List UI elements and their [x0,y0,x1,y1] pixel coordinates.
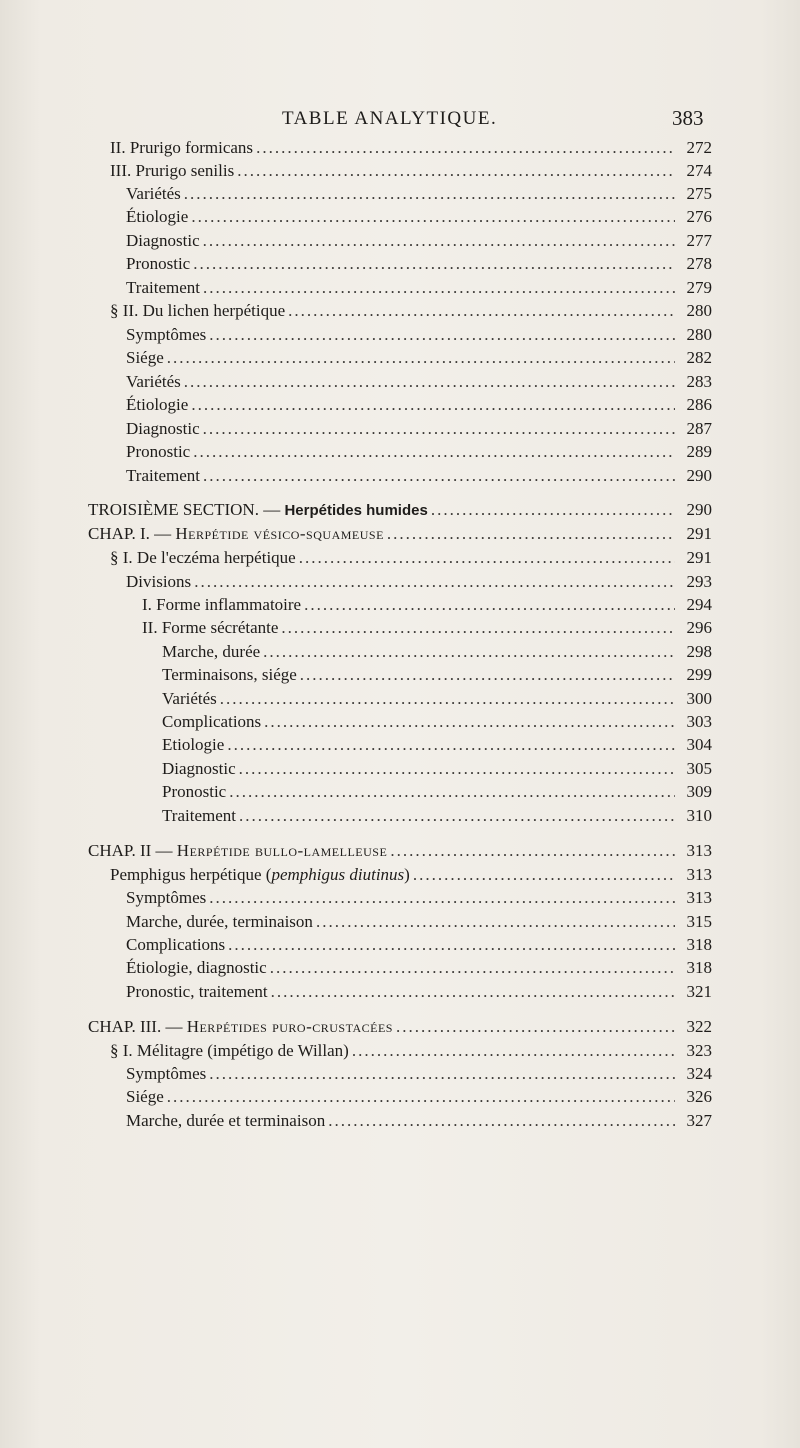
toc-entry-title: Pronostic [126,254,191,273]
toc-entry-page: 309 [686,782,712,801]
toc-entry-label [88,841,387,861]
toc-entry-title: Symptômes [126,1064,207,1083]
toc-entry [126,982,712,1008]
dot-leader [220,689,675,709]
toc-entry-subtitle: Herpétides humides [284,502,428,519]
dot-leader [300,665,675,685]
toc-entry-title: Pronostic, traitement [126,982,268,1001]
dot-leader [328,1111,675,1131]
dot-leader [264,712,675,732]
dot-leader [256,138,675,158]
toc-entry-label [126,466,200,486]
toc-entry-page: 280 [686,325,712,344]
toc-entry-title: Complications [162,712,262,731]
toc-entry-title: Traitement [126,466,200,485]
toc-entry-title: Marche, durée et terminaison [126,1111,326,1130]
toc-entry-title: Diagnostic [162,759,236,778]
dot-leader [191,207,675,227]
toc-entry [88,500,712,526]
dot-leader [288,301,675,321]
toc-entry-title: Symptômes [126,888,207,907]
toc-entry-title: Complications [126,935,226,954]
toc-entry-page: 291 [686,524,712,543]
toc-entry-title: § I. De l'eczéma herpétique [110,548,296,567]
toc-entry [126,395,712,421]
toc-entry-title: § I. Mélitagre (impétigo de Willan) [110,1041,349,1060]
toc-entry-label [126,325,206,345]
dot-leader [184,184,675,204]
toc-entry [126,1087,712,1113]
toc-entry [88,524,712,550]
toc-entry-title: Divisions [126,572,192,591]
dot-leader [191,395,675,415]
toc-entry [162,665,712,691]
dot-leader [209,1064,675,1084]
toc-entry-label [88,500,428,520]
toc-entry-page: 280 [686,301,712,320]
toc-entry-page: 276 [686,207,712,226]
toc-entry-page: 278 [686,254,712,273]
toc-entry-label [162,759,236,779]
toc-entry-page: 286 [686,395,712,414]
toc-entry-page: 304 [686,735,712,754]
toc-entry-label [162,665,297,685]
running-head-title: TABLE ANALYTIQUE. [282,108,498,129]
dot-leader [281,618,675,638]
toc-entry [162,806,712,832]
toc-entry [88,841,712,867]
toc-entry-title: Etiologie [162,735,225,754]
toc-entry-label [110,548,296,568]
toc-entry-title: I. Forme inflammatoire [142,595,302,614]
page-number: 383 [672,106,704,130]
toc-entry-page: 321 [686,982,712,1001]
toc-entry-label [88,1017,393,1037]
toc-entry-title: Pemphigus herpétique ( [110,865,272,884]
toc-entry-label [162,806,236,826]
toc-entry-page: 310 [686,806,712,825]
toc-entry-label [126,958,267,978]
dot-leader [387,524,675,544]
toc-entry-label [126,912,313,932]
toc-entry-title: Diagnostic [126,231,200,250]
toc-entry-page: 313 [686,865,712,884]
toc-entry-title: Terminaisons, siége [162,665,297,684]
toc-entry-label [110,138,253,158]
dot-leader [352,1041,675,1061]
dot-leader [237,161,675,181]
toc-entry-label [126,1087,164,1107]
toc-entry-label [126,1111,325,1131]
running-head [0,108,800,136]
toc-entry-label [162,642,260,662]
toc-entry-label [126,372,181,392]
toc-entry-page: 287 [686,419,712,438]
toc-entry-page: 299 [686,665,712,684]
dot-leader [203,466,675,486]
dot-leader [270,958,675,978]
toc-entry-page: 283 [686,372,712,391]
toc-entry-page: 274 [686,161,712,180]
dot-leader [271,982,675,1002]
toc-entry-title: Pronostic [126,442,191,461]
toc-entry-title: Siége [126,348,164,367]
toc-entry-label [126,419,200,439]
dot-leader [193,254,675,274]
toc-entry-label [110,865,410,885]
toc-entry-title: Variétés [126,372,181,391]
toc-entry [162,782,712,808]
toc-entry-page: 296 [686,618,712,637]
dot-leader [184,372,675,392]
toc-entry-subtitle: Herpétide vésico-squameuse [175,524,384,543]
dot-leader [209,888,675,908]
toc-entry-page: 277 [686,231,712,250]
dot-leader [193,442,675,462]
toc-entry-label [126,395,188,415]
toc-entry [88,1017,712,1043]
toc-entry-page: 300 [686,689,712,708]
toc-entry-label [126,231,200,251]
toc-entry-label [126,207,188,227]
dot-leader [239,806,675,826]
toc-entry-page: 279 [686,278,712,297]
toc-entry-title: Étiologie [126,395,189,414]
dot-leader [396,1017,675,1037]
toc-entry-page: 275 [686,184,712,203]
toc-entry-title: Variétés [126,184,181,203]
toc-entry-page: 282 [686,348,712,367]
toc-entry-page: 318 [686,935,712,954]
toc-entry-page: 322 [686,1017,712,1036]
dot-leader [203,231,675,251]
toc-entry-page: 290 [686,500,712,519]
toc-entry-title: CHAP. II — [88,841,177,860]
toc-entry-label [126,935,225,955]
toc-entry-page: 294 [686,595,712,614]
toc-entry [126,888,712,914]
toc-entry-page: 323 [686,1041,712,1060]
toc-entry-label [126,254,190,274]
toc-entry [162,735,712,761]
toc-entry-subtitle: Herpétide bullo-lamelleuse [176,841,388,860]
dot-leader [413,865,675,885]
toc-entry-label [142,618,278,638]
dot-leader [431,500,675,520]
dot-leader [228,935,675,955]
toc-entry-page: 272 [686,138,712,157]
toc-entry-title: III. Prurigo senilis [110,161,235,180]
toc-entry-page: 289 [686,442,712,461]
toc-entry-label [162,782,226,802]
toc-entry-page: 318 [686,958,712,977]
toc-entry-label [142,595,301,615]
toc-entry-label [126,1064,206,1084]
toc-entry-title: TROISIÈME SECTION. — [88,500,285,519]
toc-entry-title: § II. Du lichen herpétique [110,301,286,320]
toc-entry-title: Siége [126,1087,164,1106]
toc-entry-title: Variétés [162,689,217,708]
toc-entry [126,207,712,233]
dot-leader [229,782,675,802]
dot-leader [227,735,675,755]
toc-entry-page: 327 [686,1111,712,1130]
toc-entry-label [110,301,285,321]
toc-entry-title: Diagnostic [126,419,200,438]
toc-entry-label [110,1041,349,1061]
toc-entry-page: 315 [686,912,712,931]
toc-entry-label [126,348,164,368]
toc-entry [126,442,712,468]
toc-entry-page: 291 [686,548,712,567]
dot-leader [316,912,675,932]
toc-entry [142,618,712,644]
toc-entry-label [126,184,181,204]
dot-leader [194,572,675,592]
toc-entry-page: 313 [686,888,712,907]
toc-entry [110,548,712,574]
toc-entry-title: Marche, durée [162,642,261,661]
toc-entry-title: II. Prurigo formicans [110,138,254,157]
toc-entry-title: CHAP. I. — [88,524,176,543]
toc-entry-page: 326 [686,1087,712,1106]
toc-entry-label [126,442,190,462]
toc-entry [126,466,712,492]
toc-entry-label [126,982,268,1002]
toc-entry-label [110,161,234,181]
toc-entry-page: 293 [686,572,712,591]
toc-entry-label [126,278,200,298]
toc-entry-title: Étiologie [126,207,189,226]
toc-entry-label [88,524,384,544]
toc-entry-page: 313 [686,841,712,860]
toc-entry-title: CHAP. III. — [88,1017,187,1036]
toc-entry-label [126,572,191,592]
toc-entry [126,1111,712,1137]
toc-entry [126,958,712,984]
toc-entry-suffix: ) [404,865,410,884]
toc-entry-title: Marche, durée, terminaison [126,912,313,931]
dot-leader [299,548,675,568]
toc-entry-page: 324 [686,1064,712,1083]
dot-leader [209,325,675,345]
dot-leader [203,419,675,439]
toc-entry-italic: pemphigus diutinus [271,865,405,884]
dot-leader [239,759,675,779]
toc-entry-label [126,888,206,908]
toc-entry-page: 303 [686,712,712,731]
dot-leader [304,595,675,615]
dot-leader [167,348,675,368]
toc-entry-label [162,712,261,732]
toc-entry-title: Traitement [126,278,200,297]
dot-leader [203,278,675,298]
toc-entry [126,348,712,374]
toc-entry-title: Symptômes [126,325,207,344]
toc-entry-label [162,689,217,709]
toc-entry-label [162,735,224,755]
toc-entry-subtitle: Herpétides puro-crustacées [186,1017,393,1036]
toc-entry-title: Pronostic [162,782,227,801]
toc-entry [110,301,712,327]
dot-leader [390,841,675,861]
toc-entry-title: Traitement [162,806,236,825]
dot-leader [167,1087,675,1107]
toc-entry-title: II. Forme sécrétante [142,618,279,637]
toc-entry-page: 305 [686,759,712,778]
dot-leader [263,642,675,662]
toc-entry-page: 290 [686,466,712,485]
toc-entry-title: Étiologie, diagnostic [126,958,267,977]
toc-entry [126,254,712,280]
toc-entry-page: 298 [686,642,712,661]
